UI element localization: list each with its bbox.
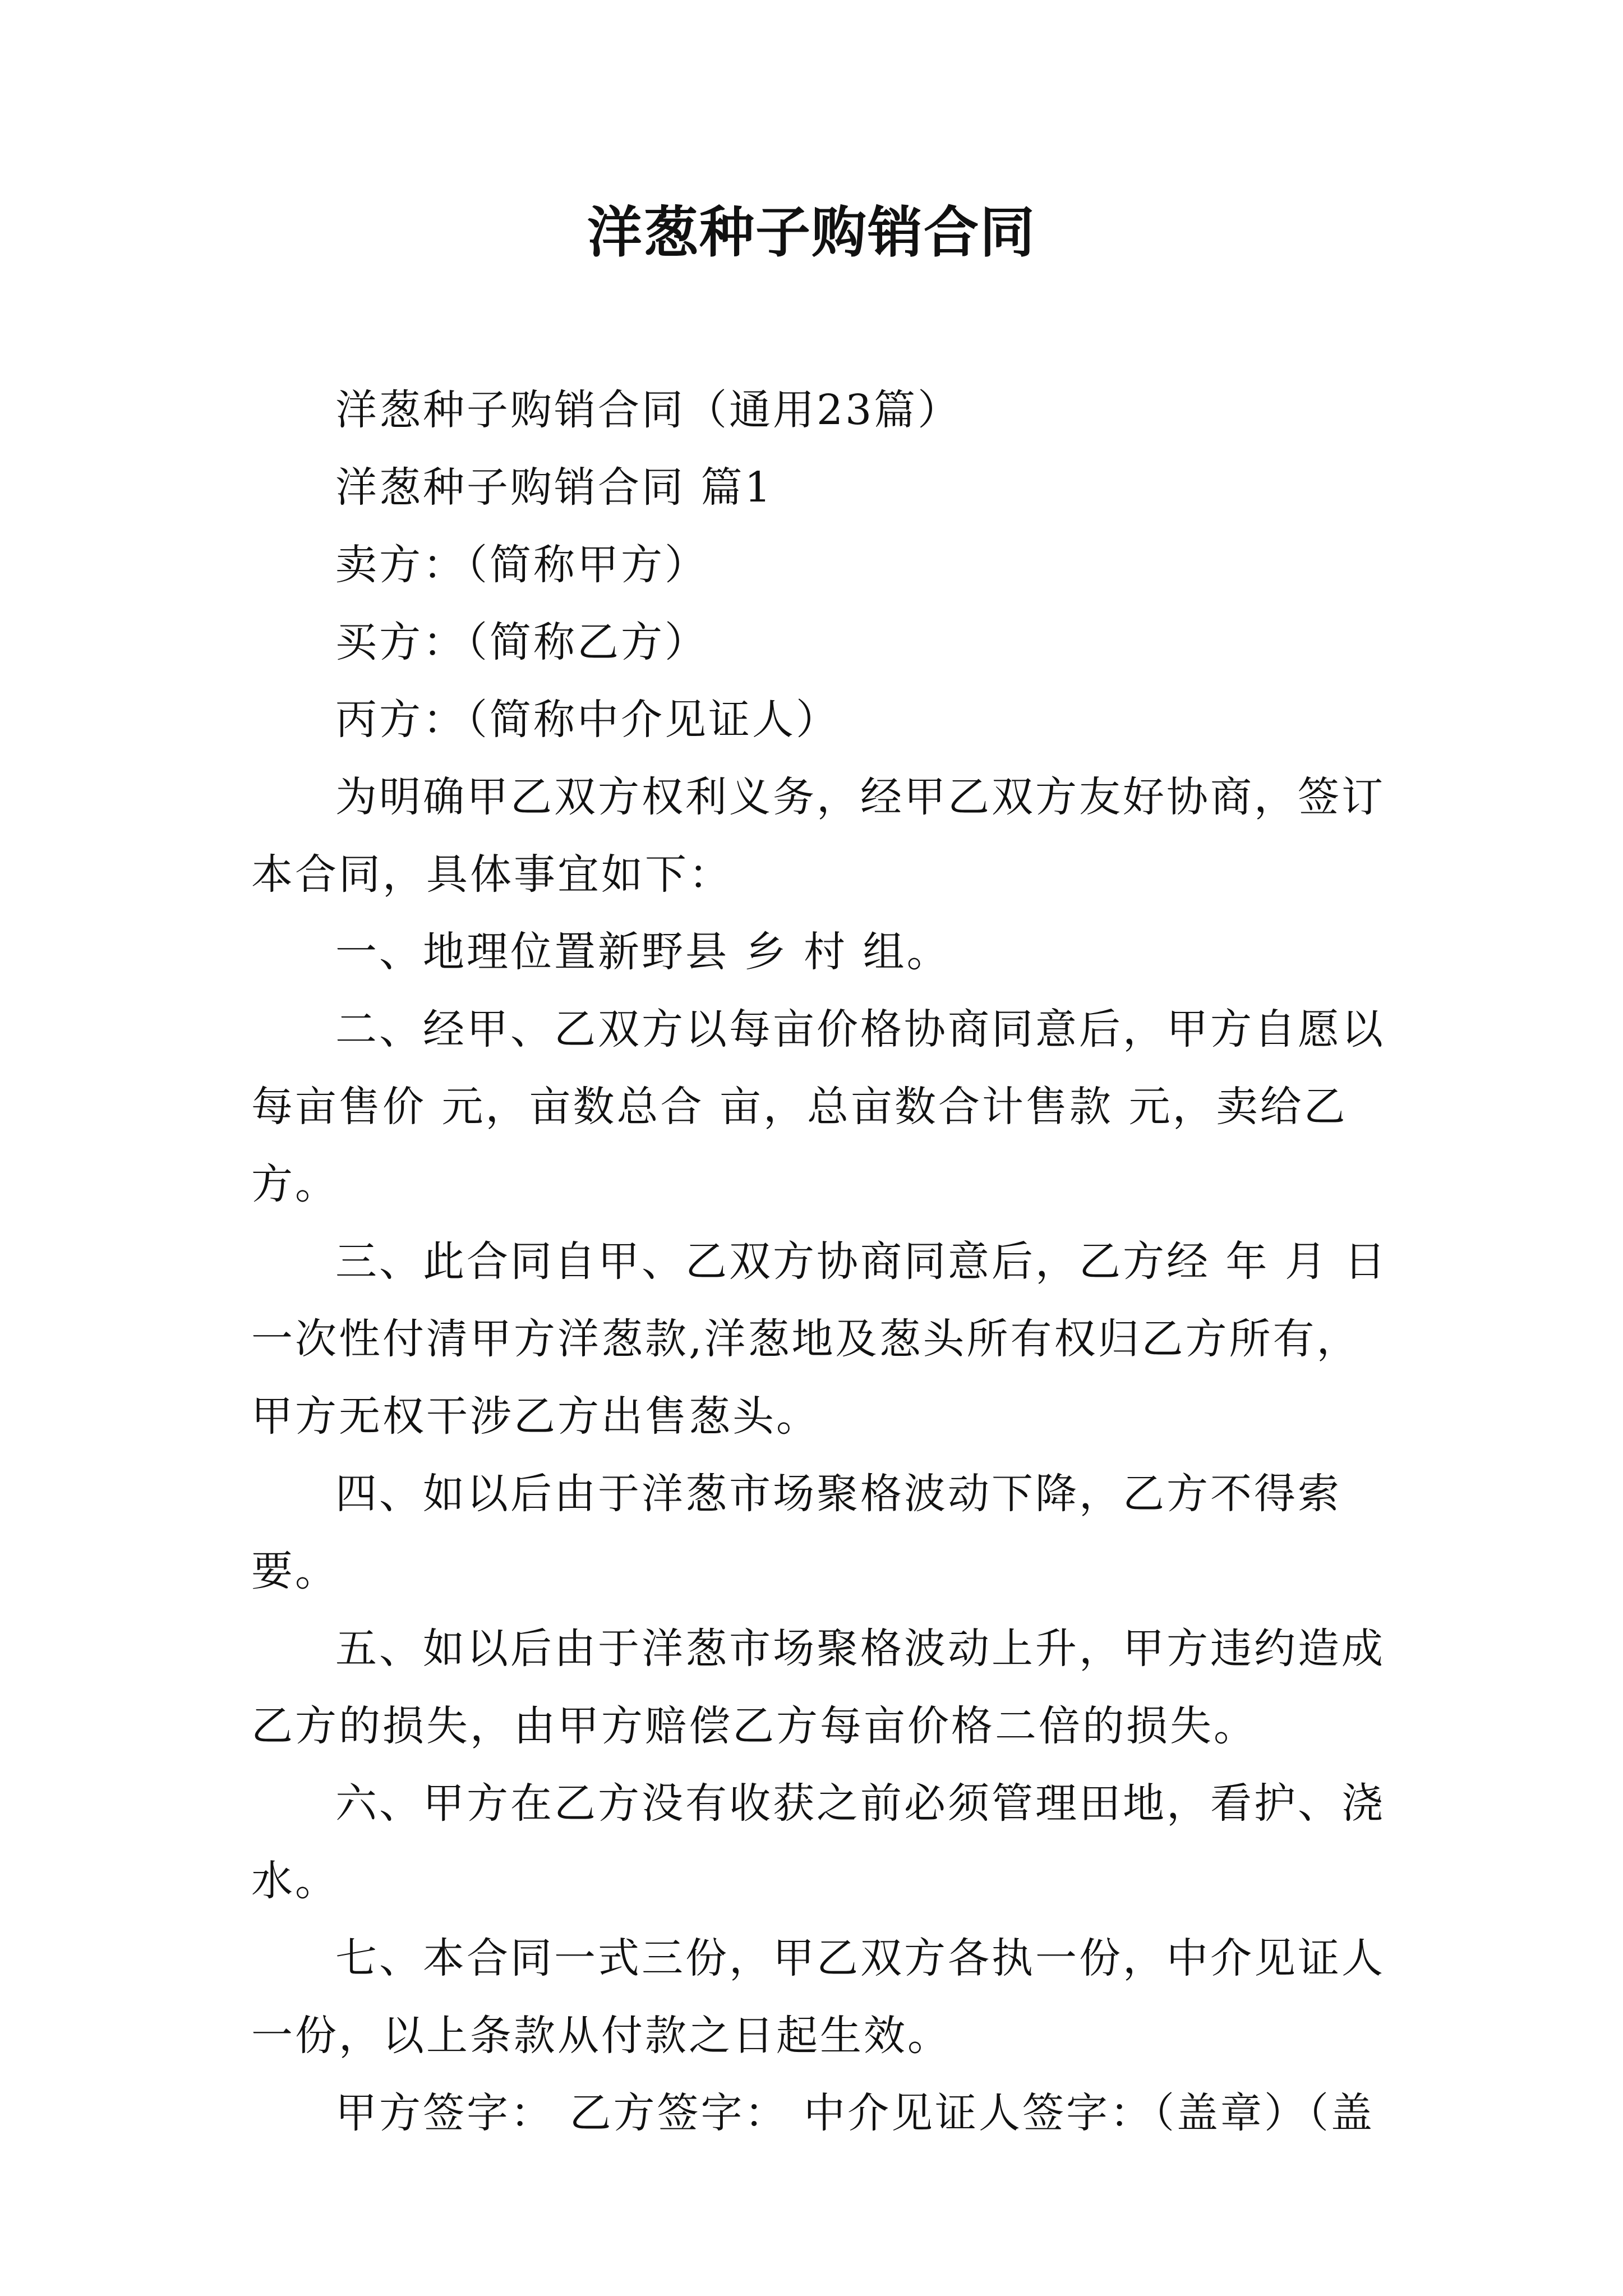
signature-line: 甲方签字： 乙方签字： 中介见证人签字：（盖章）（盖 [335, 2089, 1375, 2137]
clause-1: 一、地理位置新野县 乡 村 组。 [335, 928, 951, 976]
subtitle-collection: 洋葱种子购销合同（通用23篇） [335, 386, 962, 434]
buyer-line: 买方：（简称乙方） [335, 618, 708, 666]
clause-7: 七、本合同一式三份，甲乙双方各执一份，中介见证人一份，以上条款从付款之日起生效。 [251, 1934, 1385, 2060]
seller-line: 卖方：（简称甲方） [335, 541, 708, 589]
preamble-paragraph: 为明确甲乙双方权利义务，经甲乙双方友好协商，签订本合同，具体事宜如下： [251, 773, 1385, 899]
document-title: 洋葱种子购销合同 [587, 201, 1036, 265]
clause-2: 二、经甲、乙双方以每亩价格协商同意后，甲方自愿以每亩售价 元，亩数总合 亩，总亩数合计售款 元，卖给乙方。 [251, 1005, 1385, 1208]
section-heading: 洋葱种子购销合同 篇1 [335, 463, 773, 512]
clause-5: 五、如以后由于洋葱市场聚格波动上升，甲方违约造成乙方的损失，由甲方赔偿乙方每亩价格二倍的损失。 [251, 1625, 1385, 1750]
clause-4: 四、如以后由于洋葱市场聚格波动下降，乙方不得索要。 [251, 1470, 1341, 1595]
witness-line: 丙方：（简称中介见证人） [335, 696, 840, 744]
document-body [251, 371, 1390, 2152]
clause-6: 六、甲方在乙方没有收获之前必须管理田地，看护、浇水。 [251, 1779, 1385, 1905]
clause-3: 三、此合同自甲、乙双方协商同意后，乙方经 年 月 日一次性付清甲方洋葱款,洋葱地及葱头所有权归乙方所有，甲方无权干涉乙方出售葱头。 [251, 1237, 1388, 1441]
